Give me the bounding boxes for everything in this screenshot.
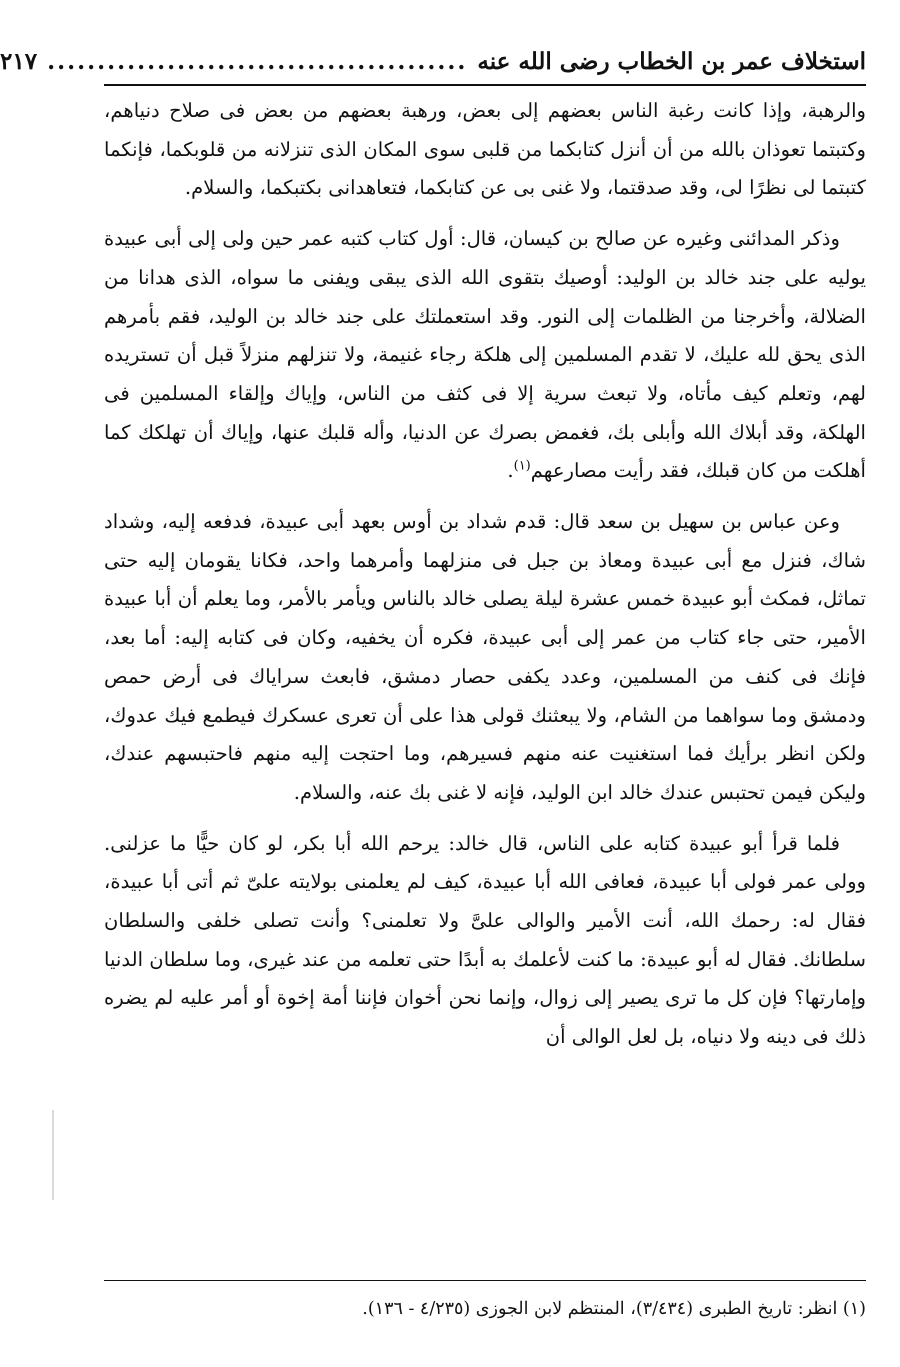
paragraph-2 — [104, 220, 866, 491]
leader-dots: .......................................... — [47, 48, 468, 75]
paragraph-text: وعن عباس بن سهيل بن سعد قال: قدم شداد بن أوس بعهد أبى عبيدة، فدفعه إليه، وشداد شاك، فنزل مع أبى عبيدة ومعاذ بن جبل فى منزلهما وأمرهما واحد، فكانا يقومان إليه حتى تماثل، فمكث أبو عبيدة خمس عشرة ليلة يصلى خالد بالناس ويأمر بالأمر، وما يعلم أن أبا عبيدة الأمير، حتى جاء كتاب من عمر إلى أبى عبيدة، فكره أن يخفيه، وكان فى كتابه إليه: أما بعد، فإنك فى كنف من المسلمين، وعدد يكفى حصار دمشق، فابعث سراياك فى أرض حمص ودمشق وما سواهما من الشام، ولا يبعثنك قولى هذا على أن تعرى عسكرك فيطمع فيك عدوك، ولكن انظر برأيك فما استغنيت عنه منهم فسيرهم، وما احتجت إليه منهم فاحتبسهم عندك، وليكن فيمن تحتبس عندك خالد ابن الوليد، فإنه لا غنى بك عنه، والسلام. — [104, 510, 866, 804]
paragraph-text: والرهبة، وإذا كانت رغبة الناس بعضهم إلى بعض، ورهبة بعضهم من بعض فى صلاح دنياهم، وكتبتما تعوذان بالله من أن أنزل كتابكما من قلبى سوى المكان الذى تنزلانه من قلوبكما، فإنكما كتبتما لى نظرًا لى، وقد صدقتما، ولا غنى بى عن كتابكما، فتعاهدانى بكتبكما، والسلام. — [104, 99, 866, 200]
footnote-text: (١) انظر: تاريخ الطبرى (٣/٤٣٤)، المنتظم لابن الجوزى (٤/٢٣٥ - ١٣٦). — [362, 1299, 866, 1319]
paragraph-tail: . — [507, 459, 514, 483]
book-page — [0, 44, 866, 1344]
paragraph-3 — [104, 503, 866, 813]
paragraph-text: فلما قرأ أبو عبيدة كتابه على الناس، قال خالد: يرحم الله أبا بكر، لو كان حيًّا ما عزلنى. وولى عمر فولى أبا عبيدة، فعافى الله أبا عبيدة، كيف لم يعلمنى بولايته علىّ ثم أتى أبا عبيدة، فقال له: رحمك الله، أنت الأمير والوالى علىَّ ولا تعلمنى؟ وأنت تصلى خلفى والسلطان سلطانك. فقال له أبو عبيدة: ما كنت لأعلمك به أبدًا حتى تعلمه من عند غيرى، وما سلطان الدنيا وإمارتها؟ فإن كل ما ترى يصير إلى زوال، وإنما نحن أخوان فإننا أمة إخوة أو أمر عليه لم يضره ذلك فى دينه ولا دنياه، بل لعل الوالى أن — [104, 831, 866, 1049]
running-header — [0, 44, 866, 86]
paragraph-1 — [104, 92, 866, 208]
footnote — [104, 1294, 866, 1324]
paragraph-text: وذكر المدائنى وغيره عن صالح بن كيسان، قال: أول كتاب كتبه عمر حين ولى إلى أبى عبيدة يوليه على جند خالد بن الوليد: أوصيك بتقوى الله الذى يبقى ويفنى ما سواه، الذى هدانا من الضلالة، وأخرجنا من الظلمات إلى النور. وقد استعملتك على جند خالد بن الوليد، فقم بأمرهم الذى يحق لله عليك، لا تقدم المسلمين إلى هلكة رجاء غنيمة، ولا تنزلهم منزلاً قبل أن تستريده لهم، وتعلم كيف مأتاه، ولا تبعث سرية إلا فى كثف من الناس، وإياك وإلقاء المسلمين فى الهلكة، وقد أبلاك الله وأبلى بك، فغمض بصرك عن الدنيا، وأله قلبك عنها، وإياك أن تهلكك كما أهلكت من كان قبلك، فقد رأيت مصارعهم — [104, 227, 866, 483]
footnote-divider — [104, 1280, 866, 1281]
paragraph-4 — [104, 825, 866, 1057]
chapter-title: استخلاف عمر بن الخطاب رضى الله عنه — [477, 48, 866, 75]
scan-margin-line — [52, 1110, 54, 1200]
footnote-reference[interactable]: (١) — [513, 458, 531, 474]
page-number: ٢١٧ — [0, 48, 38, 75]
body-text — [104, 92, 866, 1057]
